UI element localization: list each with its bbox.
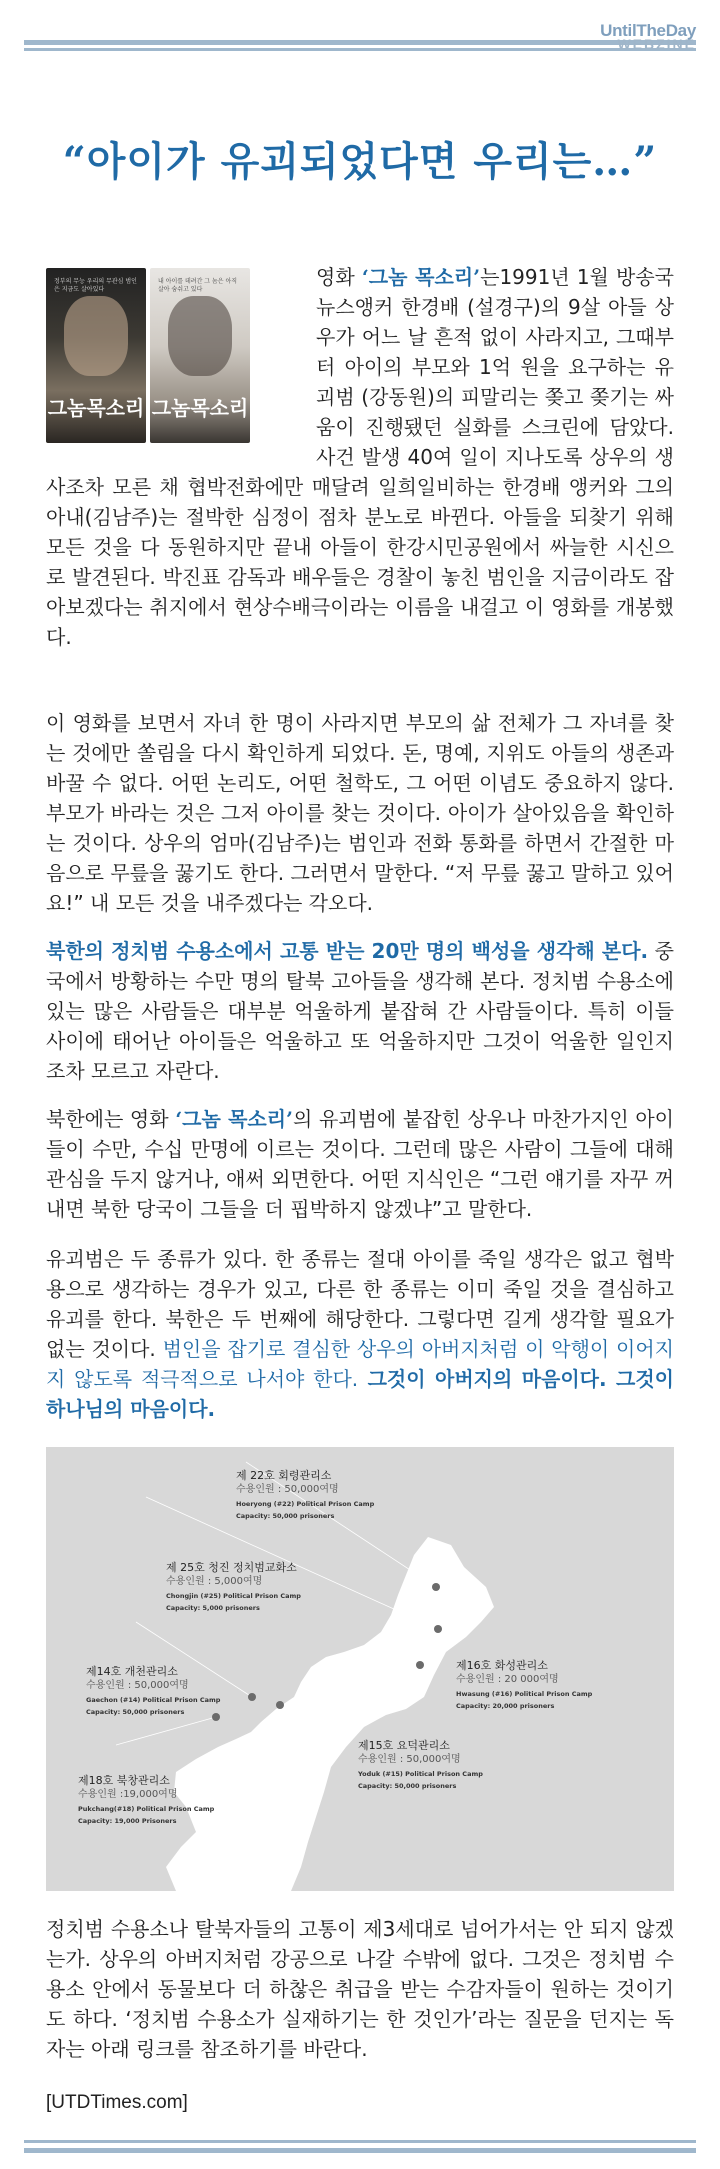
camp-capacity: 수용인원 :19,000여명 [78,1789,178,1800]
text-span: 영화 [316,265,362,289]
source-link[interactable]: [UTDTimes.com] [46,2092,188,2113]
camp-name-en: Hoeryong (#22) Political Prison Camp [236,1500,375,1508]
poster-spacer [46,262,316,450]
paragraph-6: 정치범 수용소나 탈북자들의 고통이 제3세대로 넘어가서는 안 되지 않겠는가. 상우의 아버지처럼 강공으로 나갈 수밖에 없다. 그것은 정치범 수용소 안에서 동물보다 더 하찮은 취급을 받는 수감자들이 원하는 것이기도 하다. ‘정치범 수용소가 실재하기는 한 것인가’라는 질문을 던지는 독자는 아래 링크를 참조하기를 바란다. [46,1917,674,2061]
poster-title: 그놈목소리 [151,396,249,420]
camp-label-gaechon [86,1665,220,1717]
paragraph-4 [46,1104,674,1224]
camp-capacity-en: Capacity: 50,000 prisoners [86,1708,185,1716]
paragraph-5 [46,1244,674,1424]
camp-capacity: 수용인원 : 50,000여명 [236,1484,339,1495]
paragraph-intro [46,262,674,652]
article-title: “아이가 유괴되었다면 우리는…” [62,138,658,185]
camp-label-pukchang [78,1774,214,1826]
highlight-text: 북한의 정치범 수용소에서 고통 받는 20만 명의 백성을 생각해 본다. [46,939,649,963]
camp-capacity: 수용인원 : 50,000여명 [358,1754,461,1765]
logo-line-1: UntilTheDay [600,21,696,40]
camp-name: 제14호 개천관리소 [86,1665,178,1678]
poster-tagline: 정부의 무능 우리의 무관심 범인은 지금도 살아있다 [54,278,137,293]
camp-name: 제 25호 청진 정치범교화소 [166,1561,297,1574]
paragraph-3 [46,936,674,1086]
camp-name-en: Chongjin (#25) Political Prison Camp [166,1592,301,1600]
camp-name: 제 22호 회령관리소 [236,1469,332,1482]
top-rule-1 [24,40,696,45]
bottom-rule-2 [24,2148,696,2153]
camp-capacity-en: Capacity: 5,000 prisoners [166,1604,260,1612]
bottom-rule-1 [24,2140,696,2143]
movie-title: ‘그놈 목소리’ [361,265,481,289]
highlight-text: 범인을 잡기로 결심한 상우의 아버지처럼 이 악행이 이어지지 않도록 적극적으로 나서야 한다. [46,1337,674,1391]
camp-name: 제16호 화성관리소 [456,1659,548,1672]
camp-capacity: 수용인원 : 20 000여명 [456,1674,559,1685]
camp-name-en: Pukchang(#18) Political Prison Camp [78,1805,215,1813]
camp-label-hoeryong [236,1469,374,1521]
text-span: 중국에서 방황하는 수만 명의 탈북 고아들을 생각해 본다. 정치범 수용소에 있는 많은 사람들은 대부분 억울하게 붙잡혀 간 사람들이다. 특히 이들 사이에 태어난 아이들은 억울하고 또 억울하지만 그것이 억울한 일인지조차 모르고 자란다. [46,939,674,1083]
camp-name-en: Yoduk (#15) Political Prison Camp [358,1770,483,1778]
camp-label-hwasung [456,1659,592,1711]
camp-capacity: 수용인원 : 50,000여명 [86,1680,189,1691]
text-span: 유괴범은 두 종류가 있다. 한 종류는 절대 아이를 죽일 생각은 없고 협박용으로 생각하는 경우가 있고, 다른 한 종류는 이미 죽일 것을 결심하고 유괴를 한다. 북한은 두 번째에 해당한다. 그렇다면 길게 생각할 필요가 없는 것이다. [46,1247,674,1361]
paragraph-2: 이 영화를 보면서 자녀 한 명이 사라지면 부모의 삶 전체가 그 자녀를 찾는 것에만 쏠림을 다시 확인하게 되었다. 돈, 명예, 지위도 아들의 생존과 바꿀 수 없다. 어떤 논리도, 어떤 철학도, 그 어떤 이념도 중요하지 않다. 부모가 바라는 것은 그저 아이를 찾는 것이다. 아이가 살아있음을 확인하는 것이다. 상우의 엄마(김남주)는 범인과 전화 통화를 하면서 간절한 마음으로 무릎을 꿇기도 한다. 그러면서 말한다. “저 무릎 꿇고 말하고 있어요!” 내 모든 것을 내주겠다는 각오다. [46,711,674,915]
poster-tagline: 내 아이를 데려간 그 놈은 아직 살아 숨쉬고 있다 [158,278,238,293]
camp-capacity-en: Capacity: 20,000 prisoners [456,1702,555,1710]
text-span: 는1991년 1월 방송국 뉴스앵커 한경배 (설경구)의 9살 아들 상우가 어느 날 흔적 없이 사라지고, 그때부터 아이의 부모와 1억 원을 요구하는 유괴범 (강동원)의 피말리는 쫒고 쫒기는 싸움이 진행됐던 실화를 스크린에 담았다. 사건 발생 40여 일이 지나도록 상우의 생사조차 모른 채 협박전화에만 매달려 일희일비하는 한경배 앵커와 그의 아내(김남주)는 절박한 심정이 점차 분노로 바뀐다. 아들을 되찾기 위해 모든 것을 다 동원하지만 끝내 아들이 한강시민공원에서 싸늘한 시신으로 발견된다. 박진표 감독과 배우들은 경찰이 놓친 범인을 지금이라도 잡아보겠다는 취지에서 현상수배극이라는 이름을 내걸고 이 영화를 개봉했다. [46,265,674,649]
camp-label-yoduk [358,1739,483,1791]
prison-camp-map [46,1447,674,1891]
highlight-text-bold: 그것이 아버지의 마음이다. 그것이 하나님의 마음이다. [46,1367,674,1421]
camp-name: 제15호 요덕관리소 [358,1739,450,1752]
logo-line-2: WEBZINE [617,36,696,52]
camp-name-en: Hwasung (#16) Political Prison Camp [456,1690,593,1698]
camp-name: 제18호 북창관리소 [78,1774,170,1787]
top-rule-2 [24,48,696,51]
poster-title: 그놈목소리 [47,396,145,420]
camp-label-chongjin [166,1561,301,1613]
camp-capacity: 수용인원 : 5,000여명 [166,1576,263,1587]
movie-title: ‘그놈 목소리’ [175,1107,293,1131]
camp-capacity-en: Capacity: 19,000 Prisoners [78,1817,177,1825]
camp-name-en: Gaechon (#14) Political Prison Camp [86,1696,221,1704]
text-span: 의 유괴범에 붙잡힌 상우나 마찬가지인 아이들이 수만, 수십 만명에 이르는 것이다. 그런데 많은 사람이 그들에 대해 관심을 두지 않거나, 애써 외면한다. 어떤 지식인은 “그런 얘기를 자꾸 꺼내면 북한 당국이 그들을 더 핍박하지 않겠냐”고 말한다. [46,1107,674,1221]
camp-capacity-en: Capacity: 50,000 prisoners [236,1512,335,1520]
camp-capacity-en: Capacity: 50,000 prisoners [358,1782,457,1790]
text-span: 북한에는 영화 [46,1107,176,1131]
webzine-logo[interactable] [600,22,696,51]
